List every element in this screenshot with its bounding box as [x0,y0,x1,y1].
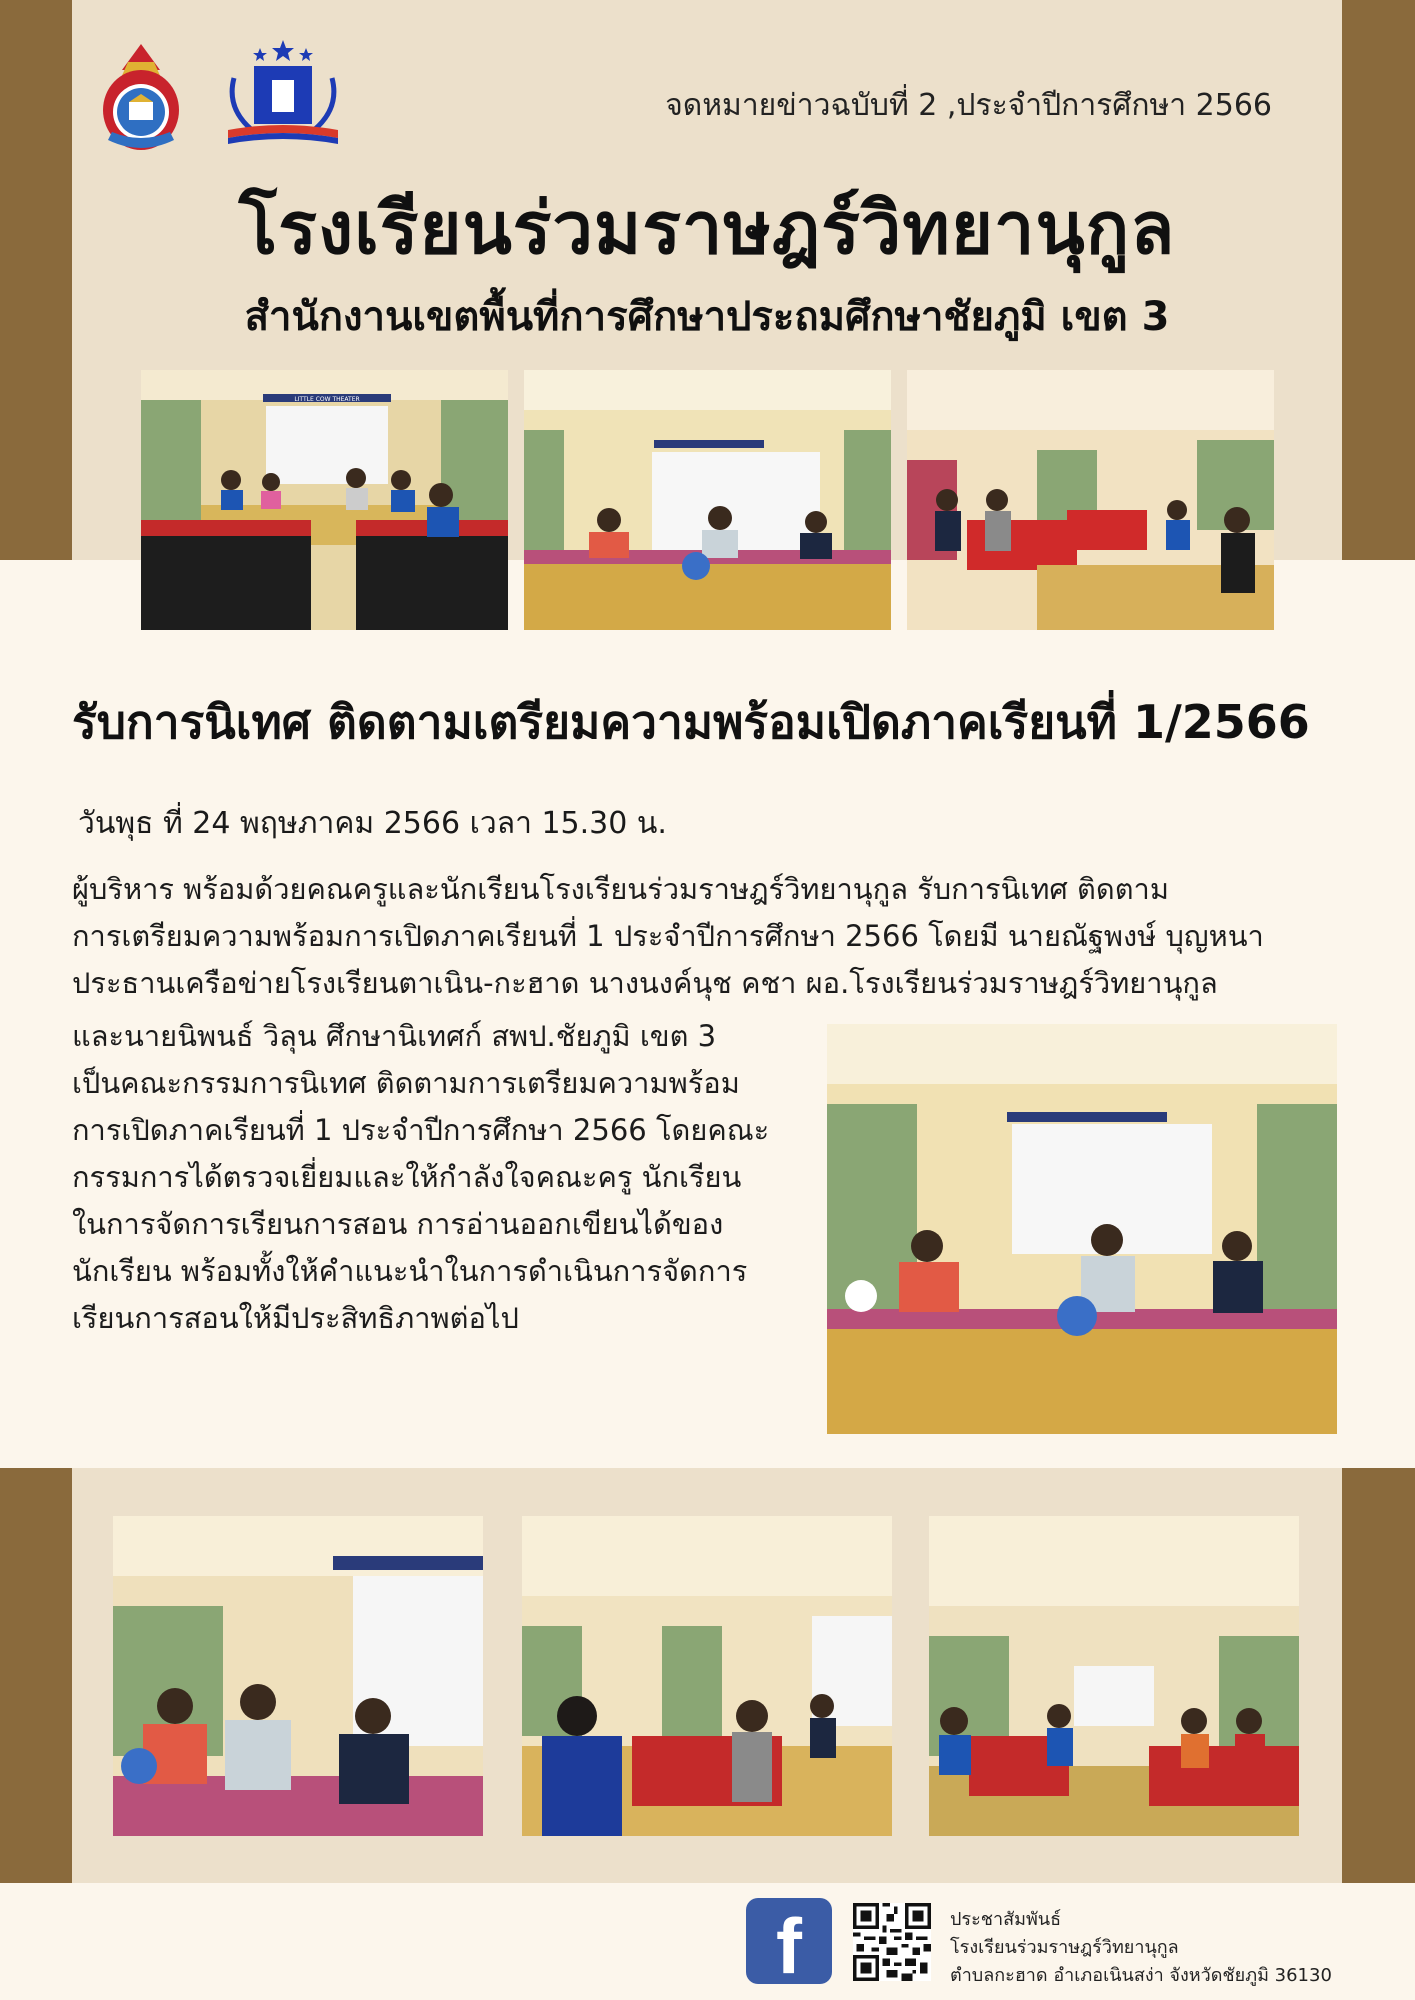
paragraph-line: เป็นคณะกรรมการนิเทศ ติดตามการเตรียมความพร้อม [72,1066,740,1100]
photo-gallery-students-1 [522,1516,892,1836]
article-date-line: วันพุธ ที่ 24 พฤษภาคม 2566 เวลา 15.30 น. [78,806,667,841]
footer-line-address: ตำบลกะฮาด อำเภอเนินสง่า จังหวัดชัยภูมิ 36130 [950,1965,1332,1986]
qr-code-icon[interactable] [853,1903,931,1981]
footer-line-pr: ประชาสัมพันธ์ [950,1909,1062,1930]
screen-label-text: LITTLE COW THEATER [294,396,360,403]
header-band-left [0,0,72,560]
gallery-band-left [0,1468,72,1883]
paragraph-line: การเตรียมความพร้อมการเปิดภาคเรียนที่ 1 ประจำปีการศึกษา 2566 โดยมี นายณัฐพงษ์ บุญหนา [72,919,1264,953]
photo-meeting-room-1 [141,370,508,630]
education-office-subtitle: สำนักงานเขตพื้นที่การศึกษาประถมศึกษาชัยภูมิ เขต 3 [244,294,1170,340]
paragraph-line: ผู้บริหาร พร้อมด้วยคณครูและนักเรียนโรงเรียนร่วมราษฎร์วิทยานุกูล รับการนิเทศ ติดตาม [72,872,1169,906]
school-name-title: โรงเรียนร่วมราษฎร์วิทยานุกูล [238,186,1176,270]
newsletter-issue-line: จดหมายข่าวฉบับที่ 2 ,ประจำปีการศึกษา 2566 [665,88,1272,123]
photo-head-table-1 [524,370,891,630]
article-paragraph-top [72,866,1342,1007]
footer-line-school: โรงเรียนร่วมราษฎร์วิทยานุกูล [950,1937,1179,1958]
article-heading: รับการนิเทศ ติดตามเตรียมความพร้อมเปิดภาคเรียนที่ 1/2566 [72,695,1310,749]
gallery-band-right [1342,1468,1415,1883]
article-paragraph-continued [72,1013,792,1342]
header-band-right [1342,0,1415,560]
paragraph-line: และนายนิพนธ์ วิลุน ศึกษานิเทศก์ สพป.ชัยภูมิ เขต 3 [72,1019,717,1053]
paragraph-line: เรียนการสอนให้มีประสิทธิภาพต่อไป [72,1301,519,1335]
paragraph-line: การเปิดภาคเรียนที่ 1 ประจำปีการศึกษา 2566 โดยคณะ [72,1113,770,1147]
photo-gallery-closeup [113,1516,483,1836]
footer-contact [950,1906,1350,1990]
paragraph-line: นักเรียน พร้อมทั้งให้คำแนะนำในการดำเนินการจัดการ [72,1254,748,1288]
paragraph-line: กรรมการได้ตรวจเยี่ยมและให้กำลังใจคณะครู นักเรียน [72,1160,742,1194]
paragraph-line: ในการจัดการเรียนการสอน การอ่านออกเขียนได้ของ [72,1207,724,1241]
photo-head-table-large [827,1024,1337,1434]
school-logo [212,38,354,146]
obec-logo [98,40,184,152]
paragraph-line: ประธานเครือข่ายโรงเรียนตาเนิน-กะฮาด นางนงค์นุช คชา ผอ.โรงเรียนร่วมราษฎร์วิทยานุกูล [72,966,1218,1000]
photo-gallery-students-2 [929,1516,1299,1836]
facebook-icon[interactable]: f [746,1898,832,1984]
photo-side-view-1 [907,370,1274,630]
